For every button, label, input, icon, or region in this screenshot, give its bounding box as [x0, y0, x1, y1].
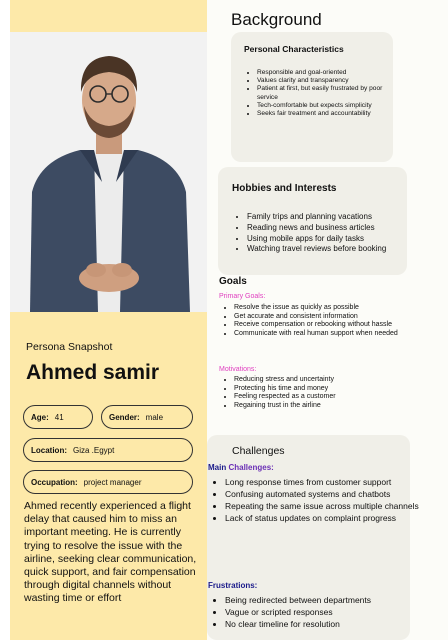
motivations-label: Motivations:	[219, 366, 257, 373]
gender-pill	[101, 405, 193, 429]
persona-photo	[10, 32, 207, 312]
list-item: • Lack of status updates on complaint progress	[225, 512, 420, 524]
list-item: • Long response times from customer support	[225, 476, 420, 488]
main-challenges-label-b: Challenges:	[228, 463, 274, 472]
location-pill	[23, 438, 193, 462]
location-value: Giza .Egypt	[73, 445, 115, 455]
main-challenges-label-a: Main	[208, 463, 227, 472]
main-challenges-label	[208, 463, 274, 472]
goals-title: Goals	[219, 276, 247, 287]
list-item: • Responsible and goal-oriented	[257, 69, 397, 77]
list-item: • Family trips and planning vacations	[247, 212, 412, 223]
primary-goals-list	[221, 304, 409, 338]
list-item: • Confusing automated systems and chatbots	[225, 488, 420, 500]
age-label: Age:	[31, 412, 49, 422]
age-pill	[23, 405, 93, 429]
list-item: • Vague or scripted responses	[225, 606, 420, 618]
persona-snapshot-label: Persona Snapshot	[26, 341, 113, 353]
challenges-title: Challenges	[232, 445, 285, 457]
list-item: • Watching travel reviews before booking	[247, 244, 412, 255]
persona-photo-illustration	[10, 32, 207, 312]
occupation-label: Occupation:	[31, 477, 78, 487]
hobbies-list	[234, 212, 412, 255]
list-item: • Reading news and business articles	[247, 223, 412, 234]
persona-name: Ahmed samir	[26, 361, 160, 384]
list-item: • Resolve the issue as quickly as possible	[234, 304, 409, 313]
list-item: • Communicate with real human support when needed	[234, 330, 409, 339]
list-item: • Tech-comfortable but expects simplicity	[257, 102, 397, 110]
gender-value: male	[145, 412, 164, 422]
list-item: • Feeling respected as a customer	[234, 393, 409, 402]
list-item: • Values clarity and transparency	[257, 77, 397, 85]
location-label: Location:	[31, 445, 67, 455]
persona-bio: Ahmed recently experienced a flight delay that caused him to miss an important meeting. He is currently trying to resolve the issue with the airline, seeking clear communication, quick support, and fair compensation through digital channels without wasting time or effort	[24, 500, 197, 605]
personal-characteristics-title: Personal Characteristics	[244, 44, 344, 54]
primary-goals-label: Primary Goals:	[219, 293, 266, 300]
list-item: • Regaining trust in the airline	[234, 402, 409, 411]
list-item: • Protecting his time and money	[234, 385, 409, 394]
gender-label: Gender:	[109, 412, 140, 422]
list-item: • Using mobile apps for daily tasks	[247, 234, 412, 245]
list-item: • Reducing stress and uncertainty	[234, 376, 409, 385]
background-title: Background	[231, 10, 322, 29]
list-item: • Get accurate and consistent information	[234, 313, 409, 322]
list-item: • Receive compensation or rebooking without hassle	[234, 321, 409, 330]
list-item: • Repeating the same issue across multiple channels	[225, 500, 420, 512]
list-item: • Seeks fair treatment and accountability	[257, 110, 397, 118]
main-challenges-list	[212, 476, 420, 524]
list-item: • Patient at first, but easily frustrated by poor service	[257, 85, 397, 101]
age-value: 41	[54, 412, 64, 422]
list-item: • No clear timeline for resolution	[225, 618, 420, 630]
frustrations-label: Frustrations:	[208, 581, 258, 590]
hobbies-card	[218, 167, 407, 275]
motivations-list	[221, 376, 409, 410]
hobbies-title: Hobbies and Interests	[232, 183, 337, 194]
list-item: • Being redirected between departments	[225, 594, 420, 606]
personal-characteristics-card	[231, 32, 393, 162]
personal-characteristics-list	[244, 69, 397, 118]
frustrations-list	[212, 594, 420, 630]
occupation-pill	[23, 470, 193, 494]
occupation-value: project manager	[83, 477, 142, 487]
